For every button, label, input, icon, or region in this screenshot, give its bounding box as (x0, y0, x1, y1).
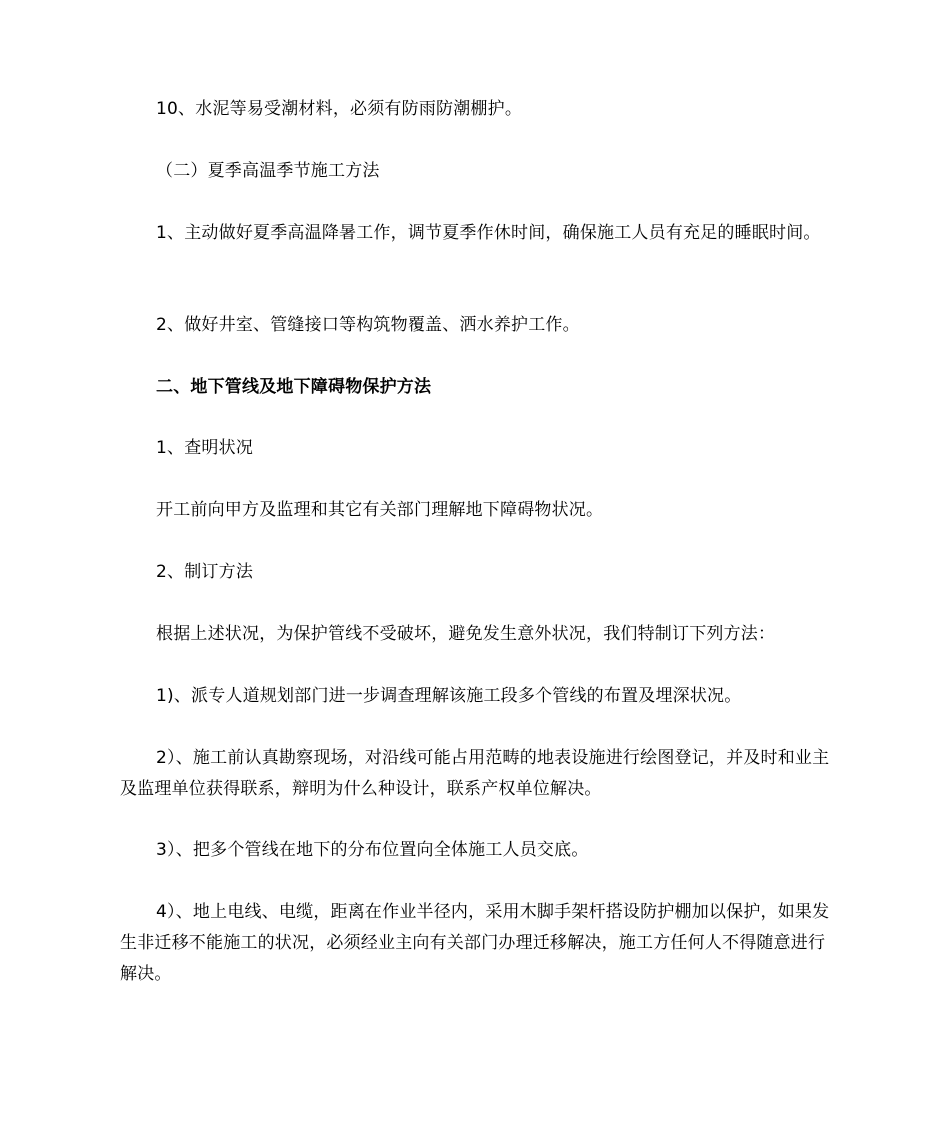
list-item-4: 4）、地上电线、电缆，距离在作业半径内，采用木脚手架杆搭设防护棚加以保护，如果发生非迁移不能施工的状况，必须经业主向有关部门办理迁移解决，施工方任何人不得随意进行解决。 (120, 902, 830, 984)
section-heading-summer: （二）夏季高温季节施工方法 (156, 161, 380, 181)
list-item-3: 3）、把多个管线在地下的分布位置向全体施工人员交底。 (156, 840, 589, 860)
paragraph-item-10: 10、水泥等易受潮材料，必须有防雨防潮棚护。 (156, 99, 523, 119)
section-heading-pipeline: 二、地下管线及地下障碍物保护方法 (156, 377, 432, 397)
list-item-2: 2）、施工前认真勘察现场，对沿线可能占用范畴的地表设施进行绘图登记，并及时和业主及监理单位获得联系，辩明为什么种设计，联系产权单位解决。 (120, 748, 830, 799)
paragraph-before-start: 开工前向甲方及监理和其它有关部门理解地下障碍物状况。 (156, 500, 604, 520)
paragraph-methods-intro: 根据上述状况，为保护管线不受破坏，避免发生意外状况，我们特制订下列方法： (156, 624, 776, 644)
paragraph-summer-2: 2、做好井室、管缝接口等构筑物覆盖、洒水养护工作。 (156, 315, 580, 335)
subheading-methods: 2、制订方法 (156, 562, 254, 582)
paragraph-summer-1: 1、主动做好夏季高温降暑工作，调节夏季作休时间，确保施工人员有充足的睡眠时间。 (156, 223, 821, 243)
list-item-1: 1)、派专人道规划部门进一步调查理解该施工段多个管线的布置及埋深状况。 (156, 686, 742, 706)
subheading-check-status: 1、查明状况 (156, 438, 254, 458)
